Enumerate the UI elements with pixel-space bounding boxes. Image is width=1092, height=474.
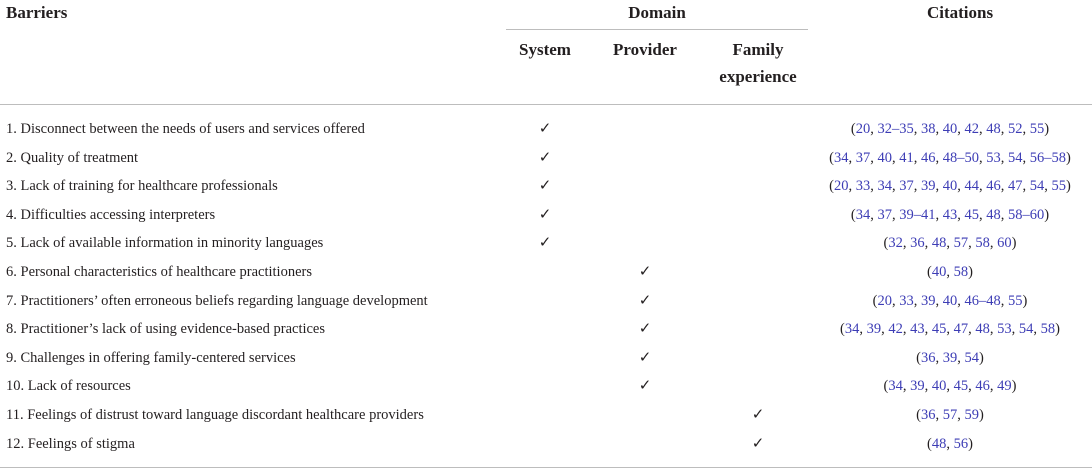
citations-cell xyxy=(873,287,1028,315)
citation-punct: , xyxy=(913,178,921,195)
header-domain: Domain xyxy=(628,3,686,22)
barrier-label: 11. Feelings of distrust toward language discordant healthcare providers xyxy=(6,407,424,423)
checkmark-icon: ✓ xyxy=(638,264,652,280)
citation-link[interactable]: 56 xyxy=(953,435,969,452)
citation-punct: , xyxy=(1000,206,1008,223)
checkmark-icon: ✓ xyxy=(638,292,652,309)
citation-punct: , xyxy=(968,235,976,252)
citation-punct: , xyxy=(979,121,987,137)
citation-link[interactable]: 40 xyxy=(877,149,892,166)
header-provider: Provider xyxy=(613,40,677,59)
citation-punct: , xyxy=(1000,292,1008,309)
citations-cell xyxy=(829,172,1071,200)
citation-punct: , xyxy=(1011,321,1019,338)
citation-link[interactable]: 55 xyxy=(1051,178,1066,195)
citation-link[interactable]: 40 xyxy=(942,121,958,137)
checkmark-icon: ✓ xyxy=(751,435,765,452)
barrier-label: 4. Difficulties accessing interpreters xyxy=(6,206,216,223)
barrier-label: 3. Lack of training for healthcare professionals xyxy=(6,178,278,195)
barrier-label: 7. Practitioners’ often erroneous beliefs regarding language development xyxy=(6,292,428,309)
checkmark-icon: ✓ xyxy=(751,407,765,423)
citation-link[interactable]: 39–41 xyxy=(899,206,936,223)
header-bottom-rule xyxy=(0,104,1092,105)
table-row xyxy=(0,344,1092,372)
citation-punct: , xyxy=(1022,149,1030,166)
checkmark-icon: ✓ xyxy=(638,321,652,338)
barrier-label: 5. Lack of available information in minority languages xyxy=(6,235,324,252)
checkmark-icon: ✓ xyxy=(538,149,552,166)
citation-punct: , xyxy=(870,121,878,137)
citation-punct: , xyxy=(957,349,965,366)
citation-link[interactable]: 34 xyxy=(834,149,849,166)
table-row xyxy=(0,115,1092,143)
citation-link[interactable]: 20 xyxy=(834,178,849,195)
citation-punct: , xyxy=(913,292,921,309)
citation-link[interactable]: 60 xyxy=(997,235,1012,252)
citation-punct: , xyxy=(957,178,965,195)
citation-punct: ( xyxy=(927,264,932,280)
citation-punct: , xyxy=(935,121,943,137)
citation-link[interactable]: 36 xyxy=(921,407,936,423)
citations-cell xyxy=(884,372,1017,400)
citation-link[interactable]: 39 xyxy=(921,292,936,309)
header-citations: Citations xyxy=(926,3,994,22)
citation-link[interactable]: 56–58 xyxy=(1029,149,1066,166)
barrier-label: 6. Personal characteristics of healthcare practitioners xyxy=(6,264,312,280)
citation-punct: , xyxy=(935,149,943,166)
citation-link[interactable]: 58 xyxy=(1040,321,1056,338)
citation-punct: ( xyxy=(850,121,856,137)
citations-cell xyxy=(927,258,973,286)
checkmark-icon: ✓ xyxy=(538,206,552,223)
citation-link[interactable]: 52 xyxy=(1008,121,1023,137)
citation-punct: , xyxy=(859,321,867,338)
citation-punct: ( xyxy=(927,435,932,452)
citation-link[interactable]: 33 xyxy=(899,292,914,309)
header-family-line1: Family xyxy=(732,40,784,59)
citation-link[interactable]: 42 xyxy=(964,121,979,137)
citation-link[interactable]: 48–50 xyxy=(942,149,979,166)
citation-punct: , xyxy=(870,178,878,195)
header-system: System xyxy=(519,40,571,59)
citation-punct: ) xyxy=(1022,292,1028,309)
citation-link[interactable]: 40 xyxy=(942,178,958,195)
citation-punct: , xyxy=(935,178,943,195)
citation-link[interactable]: 55 xyxy=(1029,121,1045,137)
citation-link[interactable]: 37 xyxy=(855,149,871,166)
citation-punct: ) xyxy=(1044,121,1050,137)
table-row xyxy=(0,172,1092,200)
citation-link[interactable]: 46 xyxy=(975,378,990,395)
citation-link[interactable]: 40 xyxy=(942,292,958,309)
citation-link[interactable]: 20 xyxy=(877,292,892,309)
table-row xyxy=(0,315,1092,343)
citation-link[interactable]: 45 xyxy=(964,206,979,223)
citation-punct: , xyxy=(935,407,943,423)
citation-link[interactable]: 59 xyxy=(964,407,979,423)
citation-link[interactable]: 55 xyxy=(1008,292,1023,309)
citations-cell xyxy=(927,430,973,458)
table-row xyxy=(0,229,1092,257)
citations-cell xyxy=(916,344,984,372)
citation-punct: ( xyxy=(883,235,889,252)
citation-link[interactable]: 58 xyxy=(953,264,969,280)
citations-cell xyxy=(851,115,1049,143)
citation-punct: , xyxy=(1033,321,1041,338)
citation-punct: ) xyxy=(1066,149,1071,166)
table-row xyxy=(0,430,1092,458)
citation-link[interactable]: 58 xyxy=(975,235,990,252)
citation-link[interactable]: 37 xyxy=(877,206,892,223)
citation-punct: , xyxy=(979,206,987,223)
citation-punct: ( xyxy=(916,407,921,423)
table-row xyxy=(0,287,1092,315)
citation-punct: ) xyxy=(1011,378,1017,395)
citation-punct: , xyxy=(957,206,965,223)
checkmark-icon: ✓ xyxy=(538,178,552,195)
table-row xyxy=(0,372,1092,400)
citation-punct: ) xyxy=(968,264,973,280)
citations-cell xyxy=(884,229,1017,257)
citation-punct: , xyxy=(870,149,878,166)
checkmark-icon: ✓ xyxy=(638,349,652,366)
citation-link[interactable]: 54 xyxy=(1008,149,1023,166)
citation-punct: , xyxy=(1000,149,1008,166)
citation-punct: , xyxy=(913,149,921,166)
table-row xyxy=(0,144,1092,172)
citation-punct: , xyxy=(989,378,998,395)
citation-link[interactable]: 40 xyxy=(931,378,947,395)
citation-link[interactable]: 40 xyxy=(931,264,947,280)
citation-punct: , xyxy=(848,178,856,195)
citation-punct: ) xyxy=(979,407,984,423)
barrier-label: 8. Practitioner’s lack of using evidence-based practices xyxy=(6,321,326,338)
citation-punct: ) xyxy=(979,349,984,366)
citation-punct: ( xyxy=(829,178,834,195)
citation-punct: , xyxy=(1000,121,1008,137)
citation-link[interactable]: 34 xyxy=(888,378,903,395)
citation-link[interactable]: 32 xyxy=(888,235,903,252)
citation-link[interactable]: 54 xyxy=(1029,178,1045,195)
citation-link[interactable]: 46 xyxy=(986,178,1001,195)
citation-punct: , xyxy=(957,121,965,137)
citation-link[interactable]: 34 xyxy=(844,321,860,338)
table-bottom-rule xyxy=(0,467,1092,468)
checkmark-icon: ✓ xyxy=(538,121,552,137)
citation-link[interactable]: 39 xyxy=(921,178,936,195)
citation-link[interactable]: 57 xyxy=(942,407,958,423)
table-row xyxy=(0,401,1092,429)
citation-link[interactable]: 48 xyxy=(986,206,1001,223)
table-row xyxy=(0,201,1092,229)
citation-punct: , xyxy=(935,349,943,366)
header-family-experience xyxy=(719,40,796,87)
citation-punct: , xyxy=(968,378,976,395)
citation-link[interactable]: 37 xyxy=(899,178,914,195)
citation-link[interactable]: 39 xyxy=(910,378,925,395)
citation-punct: , xyxy=(946,264,954,280)
citation-punct: , xyxy=(989,235,998,252)
citation-punct: , xyxy=(1022,178,1030,195)
citation-link[interactable]: 58–60 xyxy=(1008,206,1045,223)
citation-link[interactable]: 48 xyxy=(986,121,1001,137)
citation-punct: ) xyxy=(1066,178,1071,195)
citation-punct: , xyxy=(957,292,965,309)
citation-punct: , xyxy=(902,321,911,338)
citation-link[interactable]: 32–35 xyxy=(877,121,914,137)
citation-link[interactable]: 33 xyxy=(855,178,871,195)
citation-punct: , xyxy=(968,321,976,338)
citation-link[interactable]: 47 xyxy=(953,321,969,338)
citation-link[interactable]: 53 xyxy=(997,321,1012,338)
citation-punct: , xyxy=(870,206,878,223)
citation-punct: , xyxy=(881,321,889,338)
citation-link[interactable]: 54 xyxy=(964,349,979,366)
citation-punct: , xyxy=(892,206,900,223)
citation-punct: , xyxy=(946,435,954,452)
citations-cell xyxy=(916,401,984,429)
citation-punct: , xyxy=(902,235,911,252)
domain-underline xyxy=(506,29,808,30)
citation-link[interactable]: 43 xyxy=(942,206,958,223)
citation-link[interactable]: 48 xyxy=(931,235,947,252)
citation-link[interactable]: 39 xyxy=(942,349,958,366)
citation-punct: ( xyxy=(840,321,845,338)
citation-punct: ( xyxy=(872,292,878,309)
citation-link[interactable]: 43 xyxy=(910,321,925,338)
citation-link[interactable]: 54 xyxy=(1018,321,1034,338)
citation-punct: , xyxy=(892,292,900,309)
table-row xyxy=(0,258,1092,286)
citation-punct: , xyxy=(979,178,987,195)
citation-link[interactable]: 47 xyxy=(1008,178,1023,195)
barrier-label: 2. Quality of treatment xyxy=(6,149,139,166)
citation-punct: , xyxy=(902,378,911,395)
citation-punct: ( xyxy=(883,378,889,395)
citation-link[interactable]: 38 xyxy=(921,121,936,137)
citation-punct: ( xyxy=(850,206,856,223)
citation-link[interactable]: 45 xyxy=(953,378,969,395)
citation-punct: , xyxy=(892,149,900,166)
citation-punct: ) xyxy=(1044,206,1050,223)
citation-punct: , xyxy=(1022,121,1030,137)
citation-link[interactable]: 46 xyxy=(921,149,936,166)
citation-punct: , xyxy=(989,321,998,338)
citations-cell xyxy=(851,201,1049,229)
citations-cell xyxy=(829,144,1071,172)
citation-link[interactable]: 42 xyxy=(888,321,903,338)
citation-link[interactable]: 34 xyxy=(855,206,871,223)
citation-punct: , xyxy=(892,178,900,195)
header-family-line2: experience xyxy=(719,67,797,86)
barrier-label: 1. Disconnect between the needs of users and services offered xyxy=(6,121,365,137)
citation-link[interactable]: 48 xyxy=(931,435,947,452)
citation-punct: , xyxy=(946,378,954,395)
citation-punct: , xyxy=(1044,178,1052,195)
citation-link[interactable]: 53 xyxy=(986,149,1001,166)
citation-link[interactable]: 41 xyxy=(899,149,914,166)
citation-punct: , xyxy=(924,378,932,395)
barrier-label: 12. Feelings of stigma xyxy=(6,435,135,452)
barrier-label: 9. Challenges in offering family-centered services xyxy=(6,349,296,366)
citations-cell xyxy=(840,315,1060,343)
citation-punct: , xyxy=(924,235,932,252)
citation-punct: , xyxy=(924,321,932,338)
checkmark-icon: ✓ xyxy=(538,235,552,252)
citation-punct: ( xyxy=(916,349,921,366)
citation-link[interactable]: 36 xyxy=(921,349,936,366)
checkmark-icon: ✓ xyxy=(638,378,652,395)
barrier-label: 10. Lack of resources xyxy=(6,378,131,395)
citation-punct: , xyxy=(946,235,954,252)
citation-link[interactable]: 20 xyxy=(855,121,871,137)
citation-punct: ) xyxy=(1055,321,1060,338)
citation-link[interactable]: 36 xyxy=(910,235,925,252)
header-barriers: Barriers xyxy=(6,3,68,22)
citation-punct: ( xyxy=(829,149,834,166)
citation-punct: ) xyxy=(1011,235,1017,252)
citation-link[interactable]: 48 xyxy=(975,321,990,338)
citation-punct: , xyxy=(848,149,856,166)
citation-link[interactable]: 57 xyxy=(953,235,969,252)
citation-link[interactable]: 44 xyxy=(964,178,979,195)
citation-punct: ) xyxy=(968,435,973,452)
citation-link[interactable]: 49 xyxy=(997,378,1012,395)
citation-punct: , xyxy=(1000,178,1008,195)
citation-punct: , xyxy=(946,321,954,338)
citation-punct: , xyxy=(913,121,921,137)
citation-punct: , xyxy=(957,407,965,423)
citation-punct: , xyxy=(935,206,943,223)
citation-punct: , xyxy=(935,292,943,309)
citation-link[interactable]: 39 xyxy=(866,321,882,338)
citation-link[interactable]: 45 xyxy=(931,321,947,338)
citation-link[interactable]: 46–48 xyxy=(964,292,1001,309)
citation-link[interactable]: 34 xyxy=(877,178,892,195)
citation-punct: , xyxy=(979,149,987,166)
